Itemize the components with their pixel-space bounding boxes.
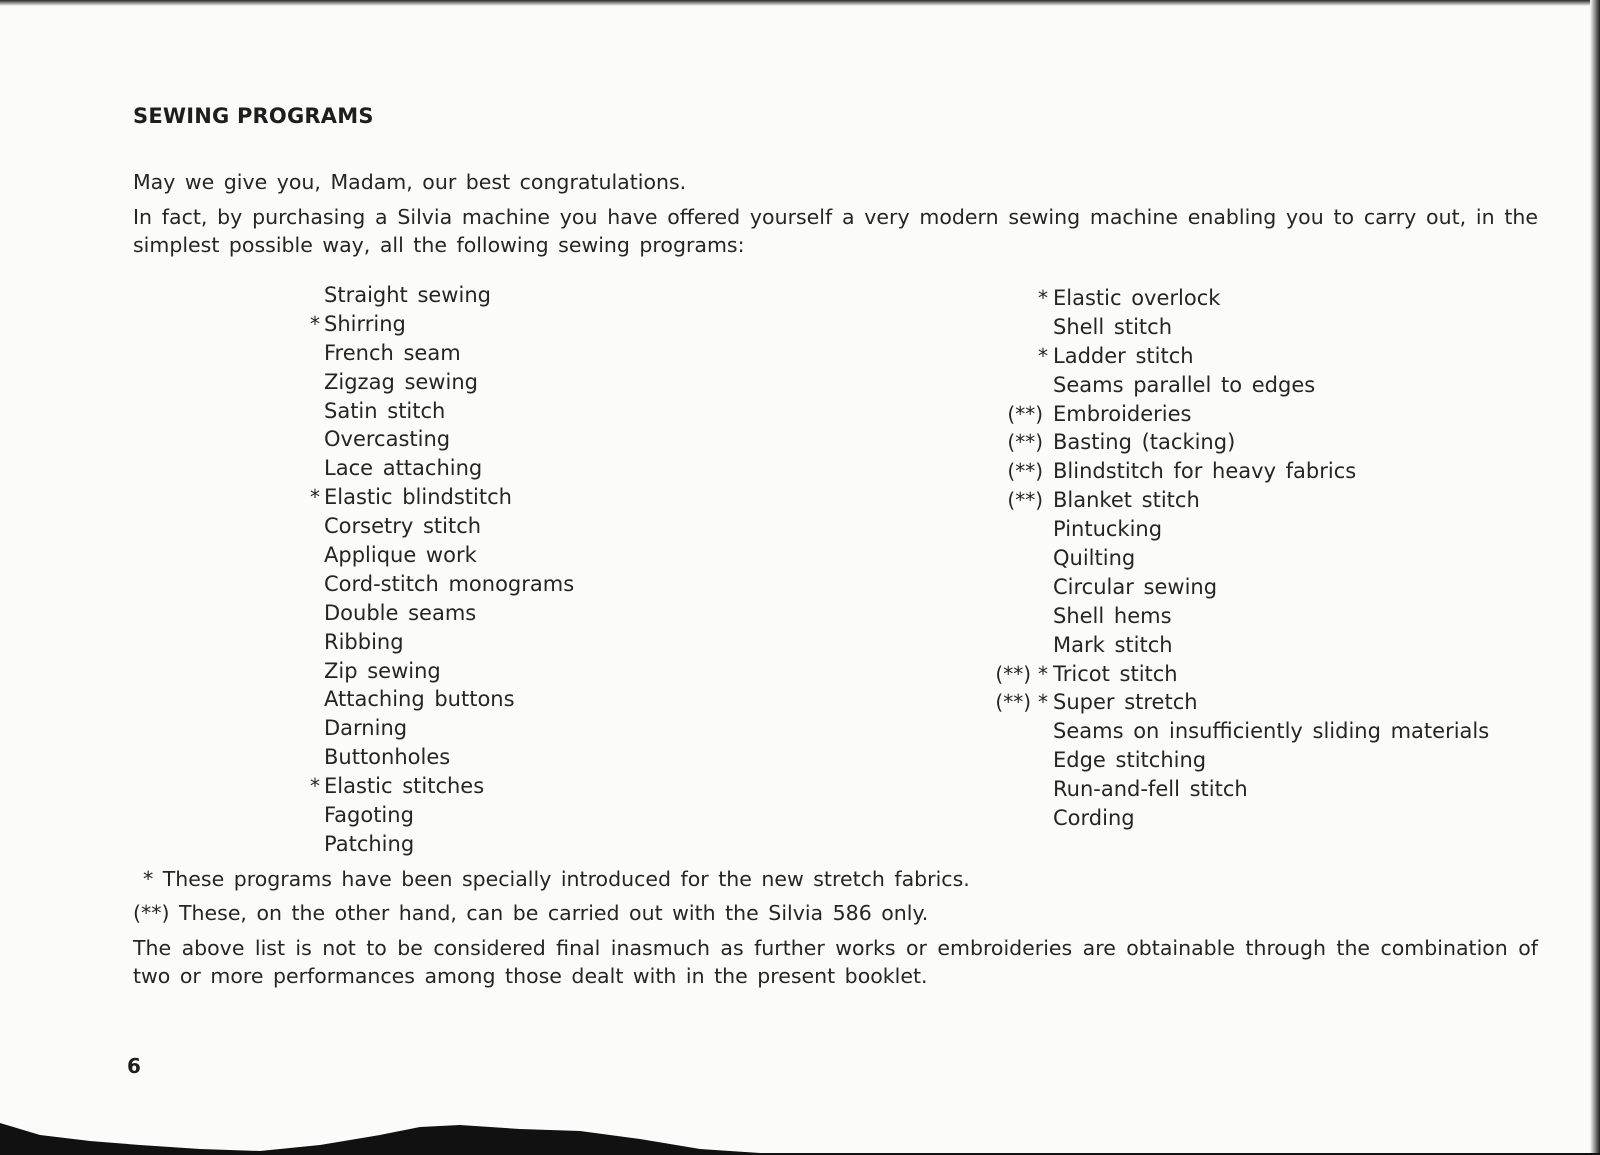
program-item	[1053, 544, 1489, 573]
program-item	[1053, 602, 1489, 631]
program-item	[324, 657, 574, 686]
programs-list-right	[995, 284, 1490, 833]
stretch-marker: *	[1038, 343, 1048, 368]
only-586-marker: (**)	[995, 661, 1031, 686]
program-item	[324, 830, 574, 859]
program-label: Edge stitching	[1053, 748, 1207, 773]
program-item	[1053, 717, 1489, 746]
program-label: Fagoting	[324, 803, 414, 828]
stretch-marker: *	[1038, 286, 1048, 310]
program-label: Basting (tacking)	[1053, 430, 1236, 455]
program-item	[324, 685, 574, 714]
program-item	[324, 339, 574, 368]
closing-paragraph: The above list is not to be considered final inasmuch as further works or embroideries are obtainable through the combination of two or more performances among those dealt with in the present booklet.	[133, 936, 1538, 988]
program-item	[1007, 486, 1489, 515]
stretch-marker: *	[1038, 690, 1048, 715]
page-heading: SEWING PROGRAMS	[133, 104, 374, 128]
program-item	[324, 512, 574, 541]
program-item	[1053, 573, 1489, 602]
program-label: Zip sewing	[324, 658, 441, 683]
program-item	[1053, 775, 1489, 804]
program-label: Elastic blindstitch	[324, 485, 512, 510]
program-item	[1053, 313, 1489, 342]
scan-right-edge	[1590, 0, 1600, 1155]
only-586-marker: (**)	[1007, 401, 1043, 426]
program-item	[1007, 400, 1489, 429]
program-item	[310, 772, 574, 801]
program-label: Satin stitch	[324, 398, 446, 423]
program-label: Cord-stitch monograms	[324, 571, 575, 596]
program-label: Seams parallel to edges	[1053, 372, 1316, 397]
program-item	[324, 397, 574, 426]
program-label: Ribbing	[324, 629, 404, 654]
program-item	[1038, 284, 1489, 313]
program-item	[1053, 371, 1489, 400]
program-label: Circular sewing	[1053, 574, 1218, 599]
program-label: Super stretch	[1053, 690, 1198, 715]
only-586-marker: (**)	[995, 690, 1031, 715]
stretch-marker: *	[310, 485, 320, 510]
program-label: Straight sewing	[324, 283, 491, 307]
program-label: Double seams	[324, 600, 477, 625]
program-label: Zigzag sewing	[324, 369, 478, 394]
program-item	[1053, 631, 1489, 660]
program-label: Seams on insufficiently sliding materials	[1053, 719, 1490, 744]
program-item	[324, 714, 574, 743]
only-586-marker: (**)	[1007, 488, 1043, 513]
only-586-marker: (**)	[1007, 430, 1043, 455]
program-label: Shell stitch	[1053, 314, 1173, 339]
program-item	[1053, 515, 1489, 544]
program-label: Mark stitch	[1053, 632, 1173, 657]
programs-list-left	[310, 281, 575, 859]
intro-greeting: May we give you, Madam, our best congratulations.	[133, 170, 687, 194]
program-label: Attaching buttons	[324, 687, 515, 712]
only-586-marker: (**)	[1007, 459, 1043, 484]
program-item	[1038, 342, 1489, 371]
program-item	[324, 801, 574, 830]
program-item	[324, 281, 574, 310]
program-item	[1007, 428, 1489, 457]
program-item	[324, 425, 574, 454]
program-label: Cording	[1053, 806, 1135, 831]
program-label: Ladder stitch	[1053, 343, 1194, 368]
scan-bottom-edge	[0, 1115, 1600, 1155]
program-item	[324, 541, 574, 570]
program-label: Embroideries	[1053, 401, 1192, 426]
program-label: Elastic stitches	[324, 774, 485, 799]
program-item	[324, 743, 574, 772]
program-label: Tricot stitch	[1053, 661, 1178, 686]
program-item	[324, 368, 574, 397]
program-label: Darning	[324, 716, 408, 741]
stretch-marker: *	[1038, 661, 1048, 686]
program-item	[1053, 804, 1489, 833]
footnote-paren: (**) These, on the other hand, can be carried out with the Silvia 586 only.	[133, 901, 929, 925]
program-item	[324, 628, 574, 657]
program-item	[1053, 746, 1489, 775]
scan-top-edge	[0, 0, 1600, 6]
program-item	[324, 599, 574, 628]
program-item	[324, 454, 574, 483]
program-item	[324, 570, 574, 599]
footnote-star: * These programs have been specially introduced for the new stretch fabrics.	[143, 867, 970, 891]
program-item	[995, 660, 1489, 689]
program-label: Blindstitch for heavy fabrics	[1053, 459, 1357, 484]
page-number: 6	[127, 1054, 141, 1078]
program-label: Elastic overlock	[1053, 286, 1221, 310]
stretch-marker: *	[310, 774, 320, 799]
program-item	[1007, 457, 1489, 486]
program-label: Pintucking	[1053, 517, 1163, 542]
program-label: Applique work	[324, 543, 477, 568]
program-label: Corsetry stitch	[324, 514, 482, 539]
program-label: Run-and-fell stitch	[1053, 777, 1248, 802]
program-label: Patching	[324, 831, 415, 856]
program-label: Blanket stitch	[1053, 488, 1200, 513]
program-item	[995, 688, 1489, 717]
program-item	[310, 483, 574, 512]
program-label: Overcasting	[324, 427, 451, 452]
stretch-marker: *	[310, 311, 320, 336]
program-label: Buttonholes	[324, 745, 451, 770]
program-label: Lace attaching	[324, 456, 483, 481]
program-item	[310, 310, 574, 339]
program-label: Shirring	[324, 311, 406, 336]
program-label: Quilting	[1053, 546, 1136, 571]
program-label: French seam	[324, 340, 461, 365]
intro-statement: In fact, by purchasing a Silvia machine you have offered yourself a very modern sewing machine enabling you to carry out, in the simplest possible way, all the following sewing programs:	[133, 205, 1538, 257]
program-label: Shell hems	[1053, 603, 1172, 628]
